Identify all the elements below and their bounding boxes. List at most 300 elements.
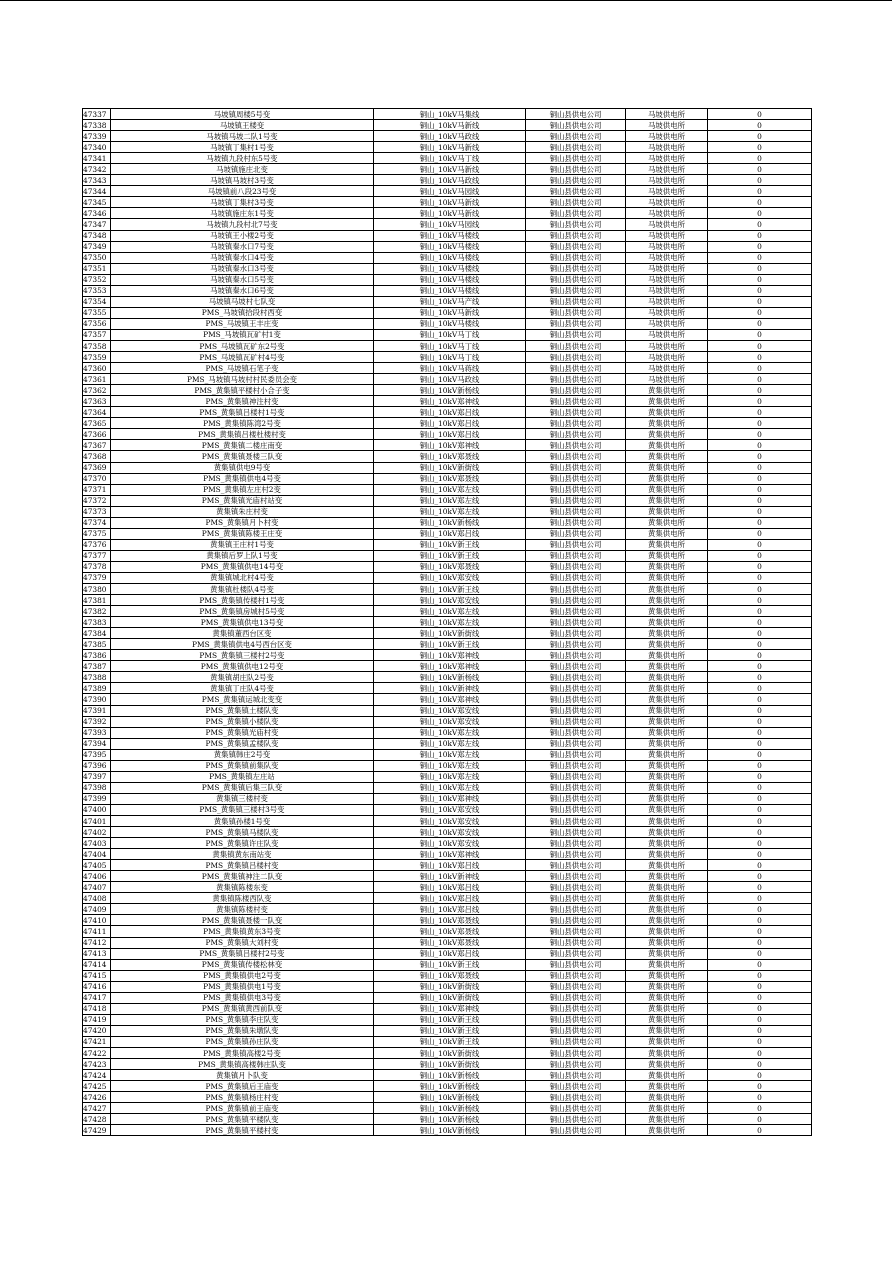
station-cell: 黄集供电所 — [626, 816, 708, 827]
station-cell: 黄集供电所 — [626, 992, 708, 1003]
company-cell: 铜山县供电公司 — [526, 109, 626, 120]
value-cell: 0 — [708, 363, 812, 374]
company-cell: 铜山县供电公司 — [526, 871, 626, 882]
station-cell: 黄集供电所 — [626, 860, 708, 871]
company-cell: 铜山县供电公司 — [526, 131, 626, 142]
feeder-line-cell: 铜山_10kV郑安线 — [374, 816, 526, 827]
table-row — [83, 628, 812, 639]
row-id-cell: 47428 — [83, 1114, 111, 1125]
feeder-line-cell: 铜山_10kV马集线 — [374, 109, 526, 120]
transformer-name-cell: PMS_黄集镇后王庙变 — [111, 1081, 374, 1092]
station-cell: 马坡供电所 — [626, 109, 708, 120]
row-id-cell: 47425 — [83, 1081, 111, 1092]
value-cell: 0 — [708, 937, 812, 948]
table-row — [83, 241, 812, 252]
row-id-cell: 47379 — [83, 572, 111, 583]
feeder-line-cell: 铜山_10kV郑安线 — [374, 827, 526, 838]
table-row — [83, 926, 812, 937]
company-cell: 铜山县供电公司 — [526, 1081, 626, 1092]
transformer-name-cell: PMS_黄集镇高楼2号变 — [111, 1047, 374, 1058]
row-id-cell: 47403 — [83, 838, 111, 849]
value-cell: 0 — [708, 617, 812, 628]
transformer-name-cell: 马坡镇施庄北变 — [111, 164, 374, 175]
station-cell: 黄集供电所 — [626, 451, 708, 462]
row-id-cell: 47402 — [83, 827, 111, 838]
transformer-name-cell: PMS_马坡镇马坡村村民委员会变 — [111, 374, 374, 385]
station-cell: 黄集供电所 — [626, 1103, 708, 1114]
row-id-cell: 47386 — [83, 650, 111, 661]
company-cell: 铜山县供电公司 — [526, 363, 626, 374]
value-cell: 0 — [708, 1070, 812, 1081]
table-row — [83, 1081, 812, 1092]
feeder-line-cell: 铜山_10kV郑安线 — [374, 716, 526, 727]
feeder-line-cell: 铜山_10kV郑左线 — [374, 771, 526, 782]
transformer-name-cell: PMS_黄集镇三楼村3号变 — [111, 804, 374, 815]
transformer-name-cell: PMS_马坡镇瓦矿东2号变 — [111, 340, 374, 351]
company-cell: 铜山县供电公司 — [526, 484, 626, 495]
value-cell: 0 — [708, 274, 812, 285]
station-cell: 黄集供电所 — [626, 528, 708, 539]
feeder-line-cell: 铜山_10kV马丁线 — [374, 153, 526, 164]
station-cell: 马坡供电所 — [626, 352, 708, 363]
feeder-line-cell: 铜山_10kV新杨线 — [374, 1125, 526, 1136]
table-row — [83, 164, 812, 175]
company-cell: 铜山县供电公司 — [526, 804, 626, 815]
company-cell: 铜山县供电公司 — [526, 396, 626, 407]
table-row — [83, 749, 812, 760]
table-row — [83, 771, 812, 782]
value-cell: 0 — [708, 153, 812, 164]
row-id-cell: 47395 — [83, 749, 111, 760]
table-row — [83, 893, 812, 904]
transformer-name-cell: 黄集镇孙楼1号变 — [111, 816, 374, 827]
value-cell: 0 — [708, 385, 812, 396]
transformer-name-cell: PMS_黄集镇杨庄村变 — [111, 1092, 374, 1103]
feeder-line-cell: 铜山_10kV新王线 — [374, 539, 526, 550]
table-row — [83, 418, 812, 429]
company-cell: 铜山县供电公司 — [526, 219, 626, 230]
feeder-line-cell: 铜山_10kV郑左线 — [374, 749, 526, 760]
station-cell: 黄集供电所 — [626, 396, 708, 407]
feeder-line-cell: 铜山_10kV马楼线 — [374, 241, 526, 252]
value-cell: 0 — [708, 959, 812, 970]
row-id-cell: 47360 — [83, 363, 111, 374]
value-cell: 0 — [708, 318, 812, 329]
feeder-line-cell: 铜山_10kV郑吕线 — [374, 407, 526, 418]
value-cell: 0 — [708, 584, 812, 595]
company-cell: 铜山县供电公司 — [526, 1103, 626, 1114]
value-cell: 0 — [708, 1003, 812, 1014]
table-row — [83, 793, 812, 804]
feeder-line-cell: 铜山_10kV郑吕线 — [374, 418, 526, 429]
station-cell: 马坡供电所 — [626, 208, 708, 219]
transformer-name-cell: PMS_黄集镇后集三队变 — [111, 782, 374, 793]
table-row — [83, 374, 812, 385]
feeder-line-cell: 铜山_10kV新街线 — [374, 992, 526, 1003]
row-id-cell: 47353 — [83, 285, 111, 296]
feeder-line-cell: 铜山_10kV新王线 — [374, 639, 526, 650]
row-id-cell: 47337 — [83, 109, 111, 120]
row-id-cell: 47400 — [83, 804, 111, 815]
row-id-cell: 47419 — [83, 1014, 111, 1025]
row-id-cell: 47371 — [83, 484, 111, 495]
station-cell: 黄集供电所 — [626, 584, 708, 595]
station-cell: 马坡供电所 — [626, 164, 708, 175]
transformer-name-cell: 马坡镇前八段23号变 — [111, 186, 374, 197]
transformer-name-cell: PMS_黄集镇平楼队变 — [111, 1114, 374, 1125]
row-id-cell: 47392 — [83, 716, 111, 727]
row-id-cell: 47417 — [83, 992, 111, 1003]
transformer-name-cell: 黄集镇后罗上队1号变 — [111, 550, 374, 561]
row-id-cell: 47351 — [83, 263, 111, 274]
company-cell: 铜山县供电公司 — [526, 517, 626, 528]
table-row — [83, 142, 812, 153]
transformer-name-cell: PMS_黄集镇供电3号变 — [111, 992, 374, 1003]
table-row — [83, 948, 812, 959]
company-cell: 铜山县供电公司 — [526, 285, 626, 296]
feeder-line-cell: 铜山_10kV马产线 — [374, 296, 526, 307]
feeder-line-cell: 铜山_10kV新王线 — [374, 550, 526, 561]
company-cell: 铜山县供电公司 — [526, 992, 626, 1003]
transformer-name-cell: PMS_黄集镇神注二队变 — [111, 871, 374, 882]
transformer-name-cell: 马坡镇马坡村七队变 — [111, 296, 374, 307]
row-id-cell: 47412 — [83, 937, 111, 948]
station-cell: 黄集供电所 — [626, 595, 708, 606]
transformer-name-cell: PMS_黄集镇左庄站 — [111, 771, 374, 782]
feeder-line-cell: 铜山_10kV郑吕线 — [374, 893, 526, 904]
station-cell: 黄集供电所 — [626, 462, 708, 473]
company-cell: 铜山县供电公司 — [526, 296, 626, 307]
table-row — [83, 981, 812, 992]
station-cell: 马坡供电所 — [626, 153, 708, 164]
company-cell: 铜山县供电公司 — [526, 197, 626, 208]
company-cell: 铜山县供电公司 — [526, 528, 626, 539]
transformer-name-cell: PMS_黄集镇李庄队变 — [111, 1014, 374, 1025]
station-cell: 黄集供电所 — [626, 650, 708, 661]
feeder-line-cell: 铜山_10kV马楼线 — [374, 230, 526, 241]
table-row — [83, 352, 812, 363]
station-cell: 黄集供电所 — [626, 561, 708, 572]
transformer-name-cell: 黄集镇三楼村变 — [111, 793, 374, 804]
station-cell: 黄集供电所 — [626, 915, 708, 926]
feeder-line-cell: 铜山_10kV马园线 — [374, 186, 526, 197]
station-cell: 黄集供电所 — [626, 1003, 708, 1014]
transformer-name-cell: 马坡镇丁集村1号变 — [111, 142, 374, 153]
station-cell: 黄集供电所 — [626, 871, 708, 882]
row-id-cell: 47418 — [83, 1003, 111, 1014]
transformer-name-cell: PMS_黄集镇神注村变 — [111, 396, 374, 407]
table-row — [83, 915, 812, 926]
company-cell: 铜山县供电公司 — [526, 915, 626, 926]
value-cell: 0 — [708, 340, 812, 351]
table-row — [83, 584, 812, 595]
row-id-cell: 47407 — [83, 882, 111, 893]
row-id-cell: 47404 — [83, 849, 111, 860]
row-id-cell: 47382 — [83, 606, 111, 617]
company-cell: 铜山县供电公司 — [526, 539, 626, 550]
value-cell: 0 — [708, 506, 812, 517]
value-cell: 0 — [708, 561, 812, 572]
station-cell: 黄集供电所 — [626, 661, 708, 672]
value-cell: 0 — [708, 904, 812, 915]
table-row — [83, 550, 812, 561]
table-row — [83, 131, 812, 142]
table-row — [83, 340, 812, 351]
value-cell: 0 — [708, 738, 812, 749]
transformer-name-cell: PMS_黄集镇马楼队变 — [111, 827, 374, 838]
table-row — [83, 760, 812, 771]
feeder-line-cell: 铜山_10kV新杨线 — [374, 517, 526, 528]
transformer-name-cell: PMS_马坡镇瓦矿村4号变 — [111, 352, 374, 363]
value-cell: 0 — [708, 329, 812, 340]
value-cell: 0 — [708, 749, 812, 760]
value-cell: 0 — [708, 981, 812, 992]
transformer-name-cell: PMS_黄集镇前王庙变 — [111, 1103, 374, 1114]
table-row — [83, 1025, 812, 1036]
feeder-line-cell: 铜山_10kV郑安线 — [374, 804, 526, 815]
station-cell: 马坡供电所 — [626, 274, 708, 285]
transformer-name-cell: 马坡镇王小楼2号变 — [111, 230, 374, 241]
row-id-cell: 47408 — [83, 893, 111, 904]
station-cell: 黄集供电所 — [626, 893, 708, 904]
table-row — [83, 882, 812, 893]
table-row — [83, 484, 812, 495]
company-cell: 铜山县供电公司 — [526, 451, 626, 462]
station-cell: 黄集供电所 — [626, 959, 708, 970]
value-cell: 0 — [708, 352, 812, 363]
station-cell: 马坡供电所 — [626, 175, 708, 186]
value-cell: 0 — [708, 804, 812, 815]
row-id-cell: 47424 — [83, 1070, 111, 1081]
table-row — [83, 186, 812, 197]
row-id-cell: 47366 — [83, 429, 111, 440]
value-cell: 0 — [708, 672, 812, 683]
value-cell: 0 — [708, 760, 812, 771]
station-cell: 黄集供电所 — [626, 517, 708, 528]
station-cell: 黄集供电所 — [626, 937, 708, 948]
value-cell: 0 — [708, 1059, 812, 1070]
transformer-name-cell: 马坡镇九段村北7号变 — [111, 219, 374, 230]
transformer-name-cell: PMS_黄集镇吕楼村2号变 — [111, 948, 374, 959]
table-row — [83, 1070, 812, 1081]
row-id-cell: 47355 — [83, 307, 111, 318]
transformer-name-cell: PMS_黄集镇三楼村2号变 — [111, 650, 374, 661]
feeder-line-cell: 铜山_10kV马新线 — [374, 307, 526, 318]
value-cell: 0 — [708, 860, 812, 871]
company-cell: 铜山县供电公司 — [526, 970, 626, 981]
table-row — [83, 904, 812, 915]
feeder-line-cell: 铜山_10kV新街线 — [374, 462, 526, 473]
station-cell: 马坡供电所 — [626, 307, 708, 318]
station-cell: 黄集供电所 — [626, 793, 708, 804]
station-cell: 马坡供电所 — [626, 252, 708, 263]
value-cell: 0 — [708, 462, 812, 473]
transformer-name-cell: PMS_黄集镇二楼庄南变 — [111, 440, 374, 451]
value-cell: 0 — [708, 440, 812, 451]
value-cell: 0 — [708, 374, 812, 385]
row-id-cell: 47389 — [83, 683, 111, 694]
table-row — [83, 153, 812, 164]
station-cell: 黄集供电所 — [626, 1125, 708, 1136]
feeder-line-cell: 铜山_10kV郑吕线 — [374, 882, 526, 893]
feeder-line-cell: 铜山_10kV郑神线 — [374, 650, 526, 661]
value-cell: 0 — [708, 120, 812, 131]
table-row — [83, 1103, 812, 1114]
table-row — [83, 672, 812, 683]
value-cell: 0 — [708, 285, 812, 296]
company-cell: 铜山县供电公司 — [526, 595, 626, 606]
table-row — [83, 738, 812, 749]
value-cell: 0 — [708, 727, 812, 738]
station-cell: 马坡供电所 — [626, 340, 708, 351]
feeder-line-cell: 铜山_10kV新杨线 — [374, 385, 526, 396]
feeder-line-cell: 铜山_10kV郑神线 — [374, 661, 526, 672]
feeder-line-cell: 铜山_10kV郑吕线 — [374, 948, 526, 959]
substation-table — [82, 108, 812, 1136]
value-cell: 0 — [708, 186, 812, 197]
station-cell: 黄集供电所 — [626, 1036, 708, 1047]
company-cell: 铜山县供电公司 — [526, 186, 626, 197]
transformer-name-cell: PMS_黄集镇供电4号变 — [111, 473, 374, 484]
table-row — [83, 606, 812, 617]
table-row — [83, 827, 812, 838]
value-cell: 0 — [708, 1114, 812, 1125]
value-cell: 0 — [708, 296, 812, 307]
company-cell: 铜山县供电公司 — [526, 120, 626, 131]
row-id-cell: 47349 — [83, 241, 111, 252]
table-row — [83, 804, 812, 815]
row-id-cell: 47390 — [83, 694, 111, 705]
row-id-cell: 47411 — [83, 926, 111, 937]
company-cell: 铜山县供电公司 — [526, 241, 626, 252]
row-id-cell: 47368 — [83, 451, 111, 462]
company-cell: 铜山县供电公司 — [526, 318, 626, 329]
transformer-name-cell: PMS_黄集镇平楼村小合子变 — [111, 385, 374, 396]
station-cell: 黄集供电所 — [626, 639, 708, 650]
station-cell: 黄集供电所 — [626, 838, 708, 849]
value-cell: 0 — [708, 683, 812, 694]
table-row — [83, 451, 812, 462]
table-row — [83, 396, 812, 407]
station-cell: 黄集供电所 — [626, 904, 708, 915]
company-cell: 铜山县供电公司 — [526, 628, 626, 639]
feeder-line-cell: 铜山_10kV马政线 — [374, 131, 526, 142]
value-cell: 0 — [708, 208, 812, 219]
row-id-cell: 47378 — [83, 561, 111, 572]
feeder-line-cell: 铜山_10kV郑安线 — [374, 705, 526, 716]
row-id-cell: 47367 — [83, 440, 111, 451]
table-row — [83, 992, 812, 1003]
row-id-cell: 47384 — [83, 628, 111, 639]
row-id-cell: 47399 — [83, 793, 111, 804]
transformer-name-cell: PMS_黄集镇前集队变 — [111, 760, 374, 771]
feeder-line-cell: 铜山_10kV马新线 — [374, 120, 526, 131]
table-row — [83, 407, 812, 418]
feeder-line-cell: 铜山_10kV新杨线 — [374, 1081, 526, 1092]
value-cell: 0 — [708, 926, 812, 937]
station-cell: 马坡供电所 — [626, 197, 708, 208]
company-cell: 铜山县供电公司 — [526, 716, 626, 727]
table-row — [83, 716, 812, 727]
station-cell: 黄集供电所 — [626, 926, 708, 937]
table-row — [83, 1014, 812, 1025]
row-id-cell: 47363 — [83, 396, 111, 407]
feeder-line-cell: 铜山_10kV郑左线 — [374, 484, 526, 495]
value-cell: 0 — [708, 263, 812, 274]
row-id-cell: 47364 — [83, 407, 111, 418]
row-id-cell: 47354 — [83, 296, 111, 307]
station-cell: 马坡供电所 — [626, 318, 708, 329]
value-cell: 0 — [708, 197, 812, 208]
value-cell: 0 — [708, 827, 812, 838]
feeder-line-cell: 铜山_10kV郑左线 — [374, 782, 526, 793]
station-cell: 黄集供电所 — [626, 672, 708, 683]
company-cell: 铜山县供电公司 — [526, 694, 626, 705]
company-cell: 铜山县供电公司 — [526, 506, 626, 517]
company-cell: 铜山县供电公司 — [526, 307, 626, 318]
company-cell: 铜山县供电公司 — [526, 683, 626, 694]
company-cell: 铜山县供电公司 — [526, 561, 626, 572]
transformer-name-cell: 马坡镇王楼变 — [111, 120, 374, 131]
row-id-cell: 47357 — [83, 329, 111, 340]
company-cell: 铜山县供电公司 — [526, 672, 626, 683]
value-cell: 0 — [708, 661, 812, 672]
value-cell: 0 — [708, 694, 812, 705]
transformer-name-cell: PMS_黄集镇聂楼一队变 — [111, 915, 374, 926]
value-cell: 0 — [708, 716, 812, 727]
value-cell: 0 — [708, 517, 812, 528]
row-id-cell: 47429 — [83, 1125, 111, 1136]
feeder-line-cell: 铜山_10kV新神线 — [374, 871, 526, 882]
feeder-line-cell: 铜山_10kV郑聂线 — [374, 451, 526, 462]
company-cell: 铜山县供电公司 — [526, 893, 626, 904]
transformer-name-cell: 马坡镇丁集村3号变 — [111, 197, 374, 208]
table-row — [83, 595, 812, 606]
value-cell: 0 — [708, 882, 812, 893]
value-cell: 0 — [708, 1125, 812, 1136]
transformer-name-cell: PMS_黄集镇大刘村变 — [111, 937, 374, 948]
table-row — [83, 539, 812, 550]
table-row — [83, 274, 812, 285]
station-cell: 黄集供电所 — [626, 628, 708, 639]
transformer-name-cell: 黄集镇陈楼村变 — [111, 904, 374, 915]
feeder-line-cell: 铜山_10kV马蒋线 — [374, 363, 526, 374]
transformer-name-cell: 黄集镇杜楼队4号变 — [111, 584, 374, 595]
transformer-name-cell: PMS_黄集镇小楼队变 — [111, 716, 374, 727]
value-cell: 0 — [708, 1103, 812, 1114]
table-row — [83, 329, 812, 340]
company-cell: 铜山县供电公司 — [526, 882, 626, 893]
table-row — [83, 385, 812, 396]
feeder-line-cell: 铜山_10kV郑聂线 — [374, 970, 526, 981]
transformer-name-cell: PMS_黄集镇供电1号变 — [111, 981, 374, 992]
row-id-cell: 47341 — [83, 153, 111, 164]
transformer-name-cell: PMS_黄集镇供电13号变 — [111, 617, 374, 628]
feeder-line-cell: 铜山_10kV郑左线 — [374, 506, 526, 517]
value-cell: 0 — [708, 550, 812, 561]
transformer-name-cell: PMS_黄集镇吕楼杜楼村变 — [111, 429, 374, 440]
station-cell: 黄集供电所 — [626, 407, 708, 418]
value-cell: 0 — [708, 407, 812, 418]
table-row — [83, 495, 812, 506]
table-row — [83, 363, 812, 374]
station-cell: 马坡供电所 — [626, 142, 708, 153]
transformer-name-cell: 马坡镇秦水口4号变 — [111, 252, 374, 263]
company-cell: 铜山县供电公司 — [526, 1114, 626, 1125]
table-row — [83, 782, 812, 793]
station-cell: 黄集供电所 — [626, 760, 708, 771]
company-cell: 铜山县供电公司 — [526, 274, 626, 285]
